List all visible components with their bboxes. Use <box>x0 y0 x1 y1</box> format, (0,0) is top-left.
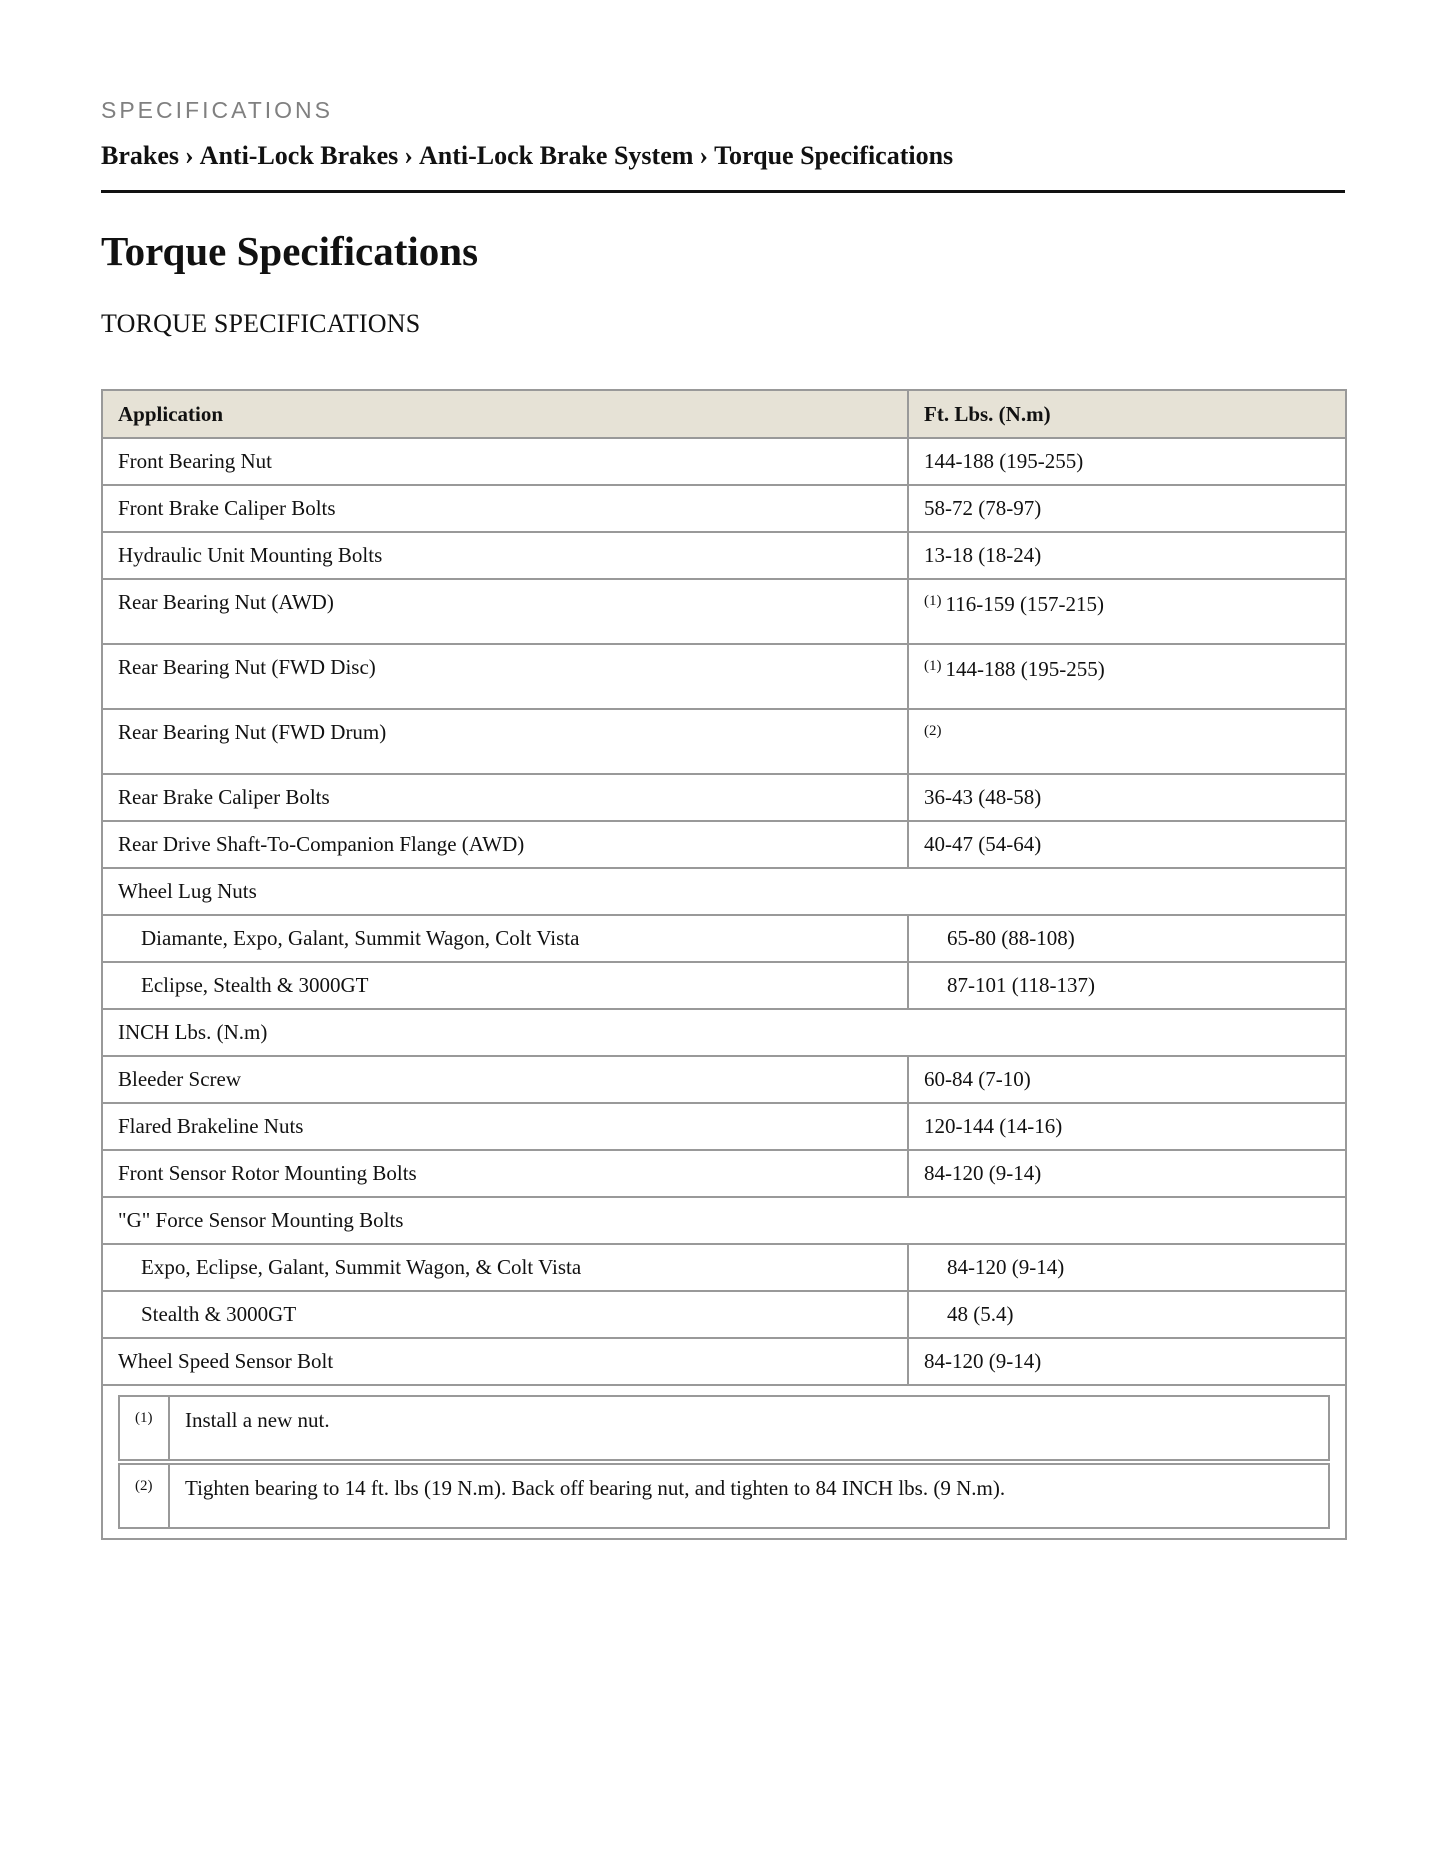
column-header-value: Ft. Lbs. (N.m) <box>908 390 1346 438</box>
table-row <box>102 644 1346 709</box>
group-label: INCH Lbs. (N.m) <box>102 1009 1346 1056</box>
application-cell: Bleeder Screw <box>102 1056 908 1103</box>
footnotes-row <box>102 1385 1346 1539</box>
torque-value: 13-18 (18-24) <box>924 543 1042 567</box>
application-cell: Rear Drive Shaft-To-Companion Flange (AWD) <box>102 821 908 868</box>
torque-value-cell <box>908 1291 1346 1338</box>
torque-value-cell <box>908 1244 1346 1291</box>
group-label: Wheel Lug Nuts <box>102 868 1346 915</box>
torque-value-cell <box>908 485 1346 532</box>
table-row <box>102 1103 1346 1150</box>
torque-value-cell <box>908 774 1346 821</box>
application-cell: Diamante, Expo, Galant, Summit Wagon, Colt Vista <box>102 915 908 962</box>
torque-value: 84-120 (9-14) <box>924 1349 1042 1373</box>
table-header-row <box>102 390 1346 438</box>
table-row <box>102 1338 1346 1385</box>
table-row <box>102 485 1346 532</box>
application-cell: Rear Bearing Nut (FWD Drum) <box>102 709 908 774</box>
torque-value: 36-43 (48-58) <box>924 785 1042 809</box>
table-row <box>102 709 1346 774</box>
table-row <box>102 915 1346 962</box>
table-row <box>102 962 1346 1009</box>
torque-value-cell <box>908 821 1346 868</box>
torque-value: 65-80 (88-108) <box>947 926 1075 950</box>
footnote-ref: (1) <box>924 658 942 674</box>
torque-value-cell <box>908 532 1346 579</box>
footnote-number: (1) <box>118 1395 170 1461</box>
table-row <box>102 1291 1346 1338</box>
table-body <box>102 438 1346 1539</box>
application-cell: Flared Brakeline Nuts <box>102 1103 908 1150</box>
application-cell: Hydraulic Unit Mounting Bolts <box>102 532 908 579</box>
torque-value-cell <box>908 644 1346 709</box>
table-group-row <box>102 1197 1346 1244</box>
table-row <box>102 532 1346 579</box>
footnote-ref: (1) <box>924 593 942 609</box>
application-cell: Expo, Eclipse, Galant, Summit Wagon, & Colt Vista <box>102 1244 908 1291</box>
application-cell: Front Brake Caliper Bolts <box>102 485 908 532</box>
torque-value-cell <box>908 438 1346 485</box>
section-subtitle: TORQUE SPECIFICATIONS <box>101 309 421 338</box>
footnote-row <box>118 1463 1330 1529</box>
column-header-application: Application <box>102 390 908 438</box>
breadcrumb-item[interactable]: Brakes <box>101 141 179 170</box>
group-label: "G" Force Sensor Mounting Bolts <box>102 1197 1346 1244</box>
torque-value-cell <box>908 1150 1346 1197</box>
torque-value-cell <box>908 709 1346 774</box>
torque-value: 144-188 (195-255) <box>945 657 1105 681</box>
application-cell: Eclipse, Stealth & 3000GT <box>102 962 908 1009</box>
torque-value: 48 (5.4) <box>947 1302 1014 1326</box>
footnote-row <box>118 1395 1330 1461</box>
application-cell: Front Bearing Nut <box>102 438 908 485</box>
torque-value-cell <box>908 962 1346 1009</box>
breadcrumb-item-current: Torque Specifications <box>714 141 954 170</box>
footnote-ref: (2) <box>924 723 942 739</box>
footnote-number: (2) <box>118 1463 170 1529</box>
torque-spec-table <box>101 389 1347 1540</box>
application-cell: Wheel Speed Sensor Bolt <box>102 1338 908 1385</box>
torque-value: 60-84 (7-10) <box>924 1067 1031 1091</box>
table-row <box>102 774 1346 821</box>
breadcrumb-item[interactable]: Anti-Lock Brakes <box>199 141 399 170</box>
breadcrumb-separator: › <box>185 141 194 170</box>
application-cell: Rear Brake Caliper Bolts <box>102 774 908 821</box>
torque-value: 116-159 (157-215) <box>945 592 1104 616</box>
table-group-row <box>102 1009 1346 1056</box>
torque-value-cell <box>908 1103 1346 1150</box>
document-page <box>101 0 1345 1540</box>
application-cell: Rear Bearing Nut (AWD) <box>102 579 908 644</box>
breadcrumb-item[interactable]: Anti-Lock Brake System <box>418 141 694 170</box>
table-row <box>102 1150 1346 1197</box>
table-group-row <box>102 868 1346 915</box>
table-row <box>102 1056 1346 1103</box>
table-row <box>102 821 1346 868</box>
torque-value-cell <box>908 1338 1346 1385</box>
torque-value-cell <box>908 915 1346 962</box>
torque-value: 87-101 (118-137) <box>947 973 1095 997</box>
torque-value: 84-120 (9-14) <box>947 1255 1065 1279</box>
torque-value: 84-120 (9-14) <box>924 1161 1042 1185</box>
torque-value: 58-72 (78-97) <box>924 496 1042 520</box>
torque-value-cell <box>908 1056 1346 1103</box>
breadcrumb-separator: › <box>699 141 709 170</box>
torque-value-cell <box>908 579 1346 644</box>
footnotes-table <box>118 1393 1330 1531</box>
section-label: SPECIFICATIONS <box>101 97 333 123</box>
table-row <box>102 438 1346 485</box>
breadcrumb-separator: › <box>404 141 413 170</box>
table-row <box>102 1244 1346 1291</box>
footnote-text: Tighten bearing to 14 ft. lbs (19 N.m). Back off bearing nut, and tighten to 84 INCH lbs. (9 N.m). <box>170 1463 1330 1529</box>
torque-value: 120-144 (14-16) <box>924 1114 1063 1138</box>
footnotes-cell <box>102 1385 1346 1539</box>
torque-value: 40-47 (54-64) <box>924 832 1042 856</box>
breadcrumb <box>101 140 1345 193</box>
table-row <box>102 579 1346 644</box>
application-cell: Rear Bearing Nut (FWD Disc) <box>102 644 908 709</box>
application-cell: Front Sensor Rotor Mounting Bolts <box>102 1150 908 1197</box>
page-title: Torque Specifications <box>101 228 479 274</box>
torque-value: 144-188 (195-255) <box>924 449 1084 473</box>
footnote-text: Install a new nut. <box>170 1395 1330 1461</box>
application-cell: Stealth & 3000GT <box>102 1291 908 1338</box>
